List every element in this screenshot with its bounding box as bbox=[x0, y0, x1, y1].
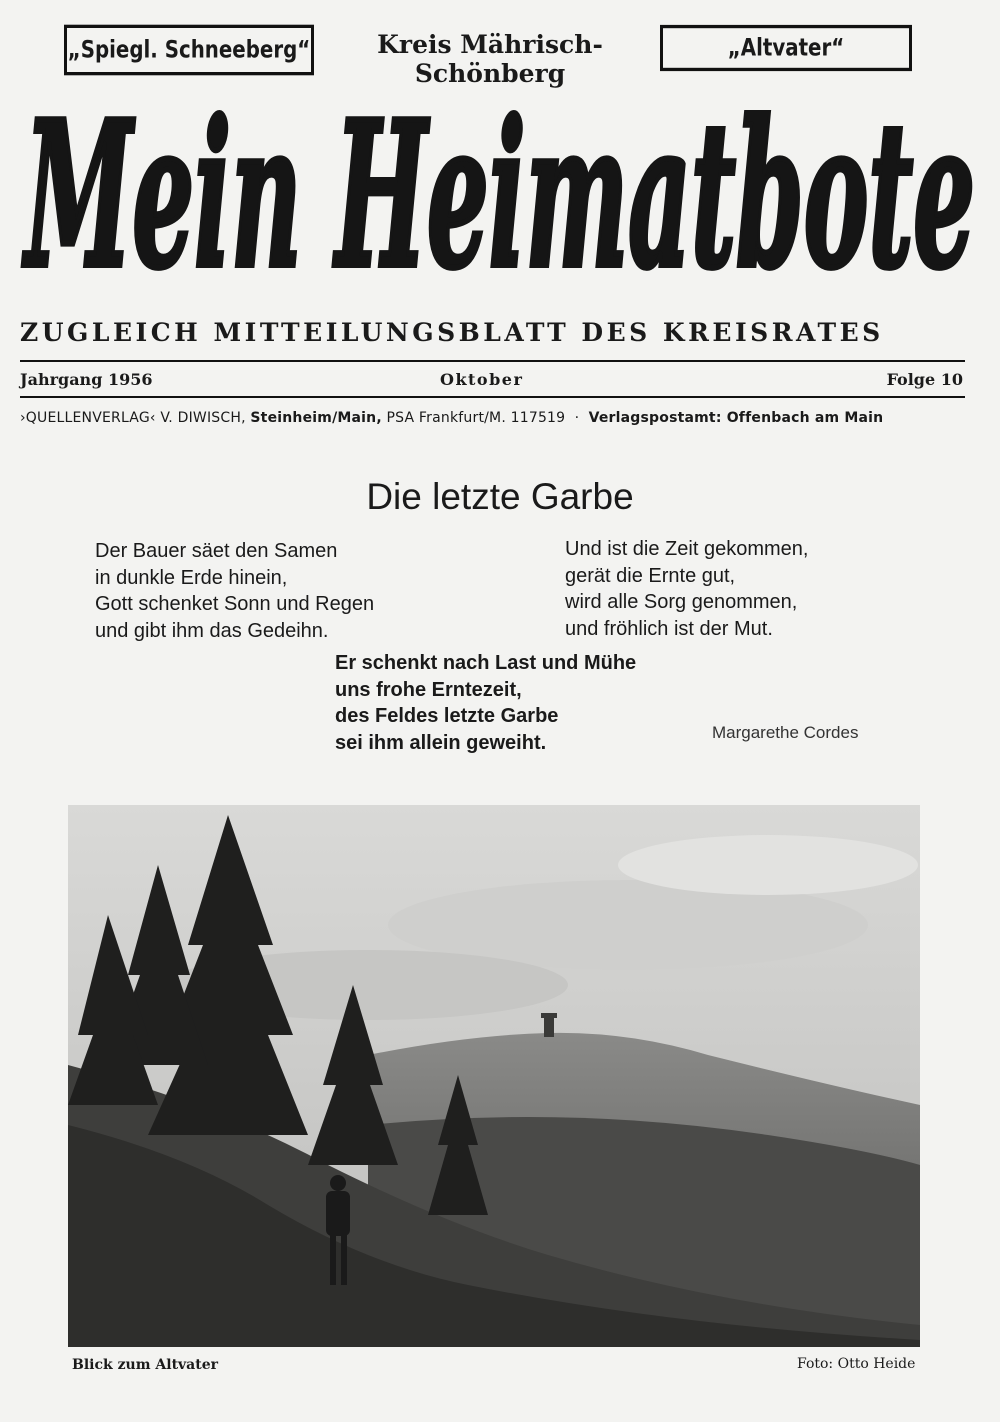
divider-top bbox=[20, 360, 965, 362]
masthead-subtitle: ZUGLEICH MITTEILUNGSBLATT DES KREISRATES bbox=[20, 318, 884, 347]
issue-year: Jahrgang 1956 bbox=[20, 370, 153, 389]
publisher-separator: · bbox=[574, 410, 580, 426]
poem-line: sei ihm allein geweiht. bbox=[335, 731, 547, 754]
masthead-title-text: Mein Heimatbote bbox=[22, 85, 975, 313]
photo-caption: Blick zum Altvater bbox=[72, 1357, 218, 1373]
header-box-spiegl-schneeberg bbox=[64, 25, 314, 76]
poem-stanza-2 bbox=[565, 536, 808, 642]
poem-line: in dunkle Erde hinein, bbox=[95, 566, 288, 589]
poem-line: des Feldes letzte Garbe bbox=[335, 705, 559, 727]
issue-number: Folge 10 bbox=[886, 370, 963, 389]
poem-line: Er schenkt nach Last und Mühe bbox=[335, 652, 637, 674]
publisher-psa: PSA Frankfurt/M. 117519 bbox=[386, 410, 566, 426]
poem-line: uns frohe Erntezeit, bbox=[335, 678, 522, 701]
poem-line: Und ist die Zeit gekommen, bbox=[565, 538, 809, 560]
poem-line: gerät die Ernte gut, bbox=[565, 564, 736, 587]
publisher-name: ›QUELLENVERLAG‹ V. DIWISCH, bbox=[20, 410, 246, 426]
poem-stanza-3 bbox=[335, 650, 636, 756]
poem-line: Der Bauer säet den Samen bbox=[95, 540, 338, 562]
poem-line: und gibt ihm das Gedeihn. bbox=[95, 619, 329, 642]
poem-title: Die letzte Garbe bbox=[366, 476, 634, 517]
header-box-left-text: „Spiegl. Schneeberg“ bbox=[67, 36, 311, 64]
photo-credit: Foto: Otto Heide bbox=[797, 1356, 916, 1372]
poem-author: Margarethe Cordes bbox=[712, 723, 859, 742]
publisher-postamt: Verlagspostamt: Offenbach am Main bbox=[588, 410, 884, 426]
poem-line: wird alle Sorg genommen, bbox=[565, 591, 798, 613]
publisher-line bbox=[20, 410, 965, 426]
poem-line: Gott schenket Sonn und Regen bbox=[95, 593, 375, 615]
masthead-title bbox=[10, 85, 990, 315]
poem-line: und fröhlich ist der Mut. bbox=[565, 617, 773, 640]
divider-bottom bbox=[20, 396, 965, 398]
issue-info bbox=[20, 370, 965, 394]
issue-month: Oktober bbox=[440, 370, 524, 389]
header-kreis: Kreis Mährisch-Schönberg bbox=[377, 30, 603, 88]
publisher-place: Steinheim/Main, bbox=[250, 410, 382, 426]
poem-stanza-1 bbox=[95, 538, 374, 644]
header-box-altvater bbox=[660, 25, 912, 71]
landscape-photo bbox=[68, 805, 920, 1347]
header-box-right-text: „Altvater“ bbox=[727, 34, 845, 62]
